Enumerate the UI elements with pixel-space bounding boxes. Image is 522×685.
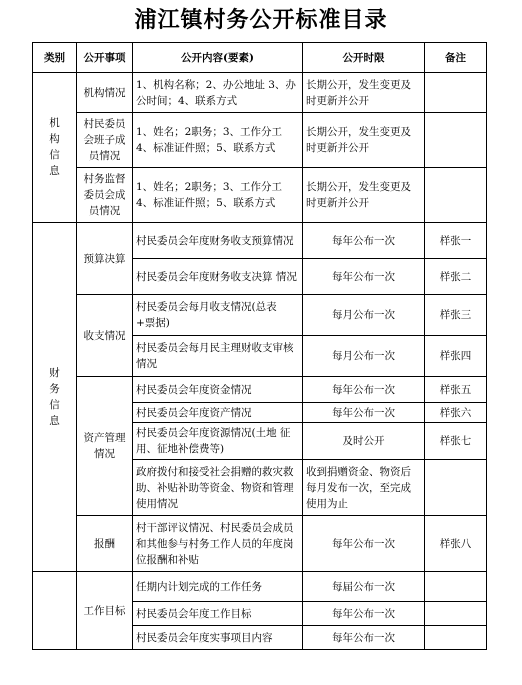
content-cell: 村民委员会年度资源情况(土地 征用、征地补偿费等) bbox=[133, 423, 303, 460]
header-note: 备注 bbox=[425, 43, 487, 73]
content-cell: 村民委员会年度实事项目内容 bbox=[133, 626, 303, 650]
note-cell: 样张二 bbox=[425, 259, 487, 295]
time-cell: 每年公布一次 bbox=[303, 223, 425, 259]
content-cell: 村民委员会年度资产情况 bbox=[133, 403, 303, 423]
item-cell: 工作目标 bbox=[77, 572, 133, 650]
note-cell: 样张七 bbox=[425, 423, 487, 460]
category-cell: 机构信息 bbox=[33, 73, 77, 223]
table-row bbox=[33, 113, 487, 168]
note-cell bbox=[425, 572, 487, 602]
header-row bbox=[33, 43, 487, 73]
content-cell: 村民委员会年度财务收支预算情况 bbox=[133, 223, 303, 259]
page-title: 浦江镇村务公开标准目录 bbox=[134, 7, 388, 33]
time-cell: 每年公布一次 bbox=[303, 626, 425, 650]
note-cell bbox=[425, 73, 487, 113]
note-cell bbox=[425, 626, 487, 650]
time-cell: 长期公开，发生变更及时更新并公开 bbox=[303, 168, 425, 223]
content-cell: 村干部评议情况、村民委员会成员和其他参与村务工作人员的年度岗位报酬和补贴 bbox=[133, 516, 303, 572]
time-cell: 每月公布一次 bbox=[303, 295, 425, 336]
item-cell: 报酬 bbox=[77, 516, 133, 572]
time-cell: 每年公布一次 bbox=[303, 403, 425, 423]
time-cell: 长期公开，发生变更及时更新并公开 bbox=[303, 113, 425, 168]
note-cell: 样张六 bbox=[425, 403, 487, 423]
table-row bbox=[33, 516, 487, 572]
content-cell: 1、机构名称；2、办公地址 3、办公时间；4、联系方式 bbox=[133, 73, 303, 113]
note-cell: 样张三 bbox=[425, 295, 487, 336]
note-cell: 样张八 bbox=[425, 516, 487, 572]
item-cell: 村民委员会班子成员情况 bbox=[77, 113, 133, 168]
table-row bbox=[33, 73, 487, 113]
item-cell: 收支情况 bbox=[77, 295, 133, 377]
content-cell: 村民委员会年度资金情况 bbox=[133, 377, 303, 403]
item-cell: 村务监督委员会成员情况 bbox=[77, 168, 133, 223]
time-cell: 收到捐赠资金、物资后每月发布一次，至完成使用为止 bbox=[303, 460, 425, 516]
table-row bbox=[33, 377, 487, 403]
note-cell: 样张四 bbox=[425, 336, 487, 377]
content-cell: 任期内计划完成的工作任务 bbox=[133, 572, 303, 602]
content-cell: 村民委员会年度工作目标 bbox=[133, 602, 303, 626]
time-cell: 每月公布一次 bbox=[303, 336, 425, 377]
table-row bbox=[33, 295, 487, 336]
time-cell: 每年公布一次 bbox=[303, 516, 425, 572]
note-cell: 样张五 bbox=[425, 377, 487, 403]
item-cell: 机构情况 bbox=[77, 73, 133, 113]
time-cell: 每年公布一次 bbox=[303, 602, 425, 626]
note-cell: 样张一 bbox=[425, 223, 487, 259]
item-cell: 预算决算 bbox=[77, 223, 133, 295]
item-cell: 资产管理情况 bbox=[77, 377, 133, 516]
table-row bbox=[33, 168, 487, 223]
category-cell bbox=[33, 572, 77, 650]
time-cell: 每届公布一次 bbox=[303, 572, 425, 602]
header-item: 公开事项 bbox=[77, 43, 133, 73]
note-cell bbox=[425, 168, 487, 223]
category-cell: 财务信息 bbox=[33, 223, 77, 572]
content-cell: 1、姓名；2职务；3、工作分工4、标准证件照；5、联系方式 bbox=[133, 168, 303, 223]
header-time: 公开时限 bbox=[303, 43, 425, 73]
table-row bbox=[33, 223, 487, 259]
header-content: 公开内容(要素) bbox=[133, 43, 303, 73]
content-cell: 村民委员会每月收支情况(总表 +票据) bbox=[133, 295, 303, 336]
note-cell bbox=[425, 113, 487, 168]
header-category: 类别 bbox=[33, 43, 77, 73]
content-cell: 政府拨付和接受社会捐赠的救灾救助、补贴补助等资金、物资和管理使用情况 bbox=[133, 460, 303, 516]
content-cell: 村民委员会年度财务收支决算 情况 bbox=[133, 259, 303, 295]
content-cell: 1、姓名；2职务；3、工作分工4、标准证件照；5、联系方式 bbox=[133, 113, 303, 168]
table-row bbox=[33, 572, 487, 602]
time-cell: 每年公布一次 bbox=[303, 259, 425, 295]
time-cell: 每年公布一次 bbox=[303, 377, 425, 403]
time-cell: 及时公开 bbox=[303, 423, 425, 460]
time-cell: 长期公开，发生变更及时更新并公开 bbox=[303, 73, 425, 113]
note-cell bbox=[425, 602, 487, 626]
note-cell bbox=[425, 460, 487, 516]
catalog-table bbox=[32, 42, 487, 650]
content-cell: 村民委员会每月民主理财收支审核情况 bbox=[133, 336, 303, 377]
